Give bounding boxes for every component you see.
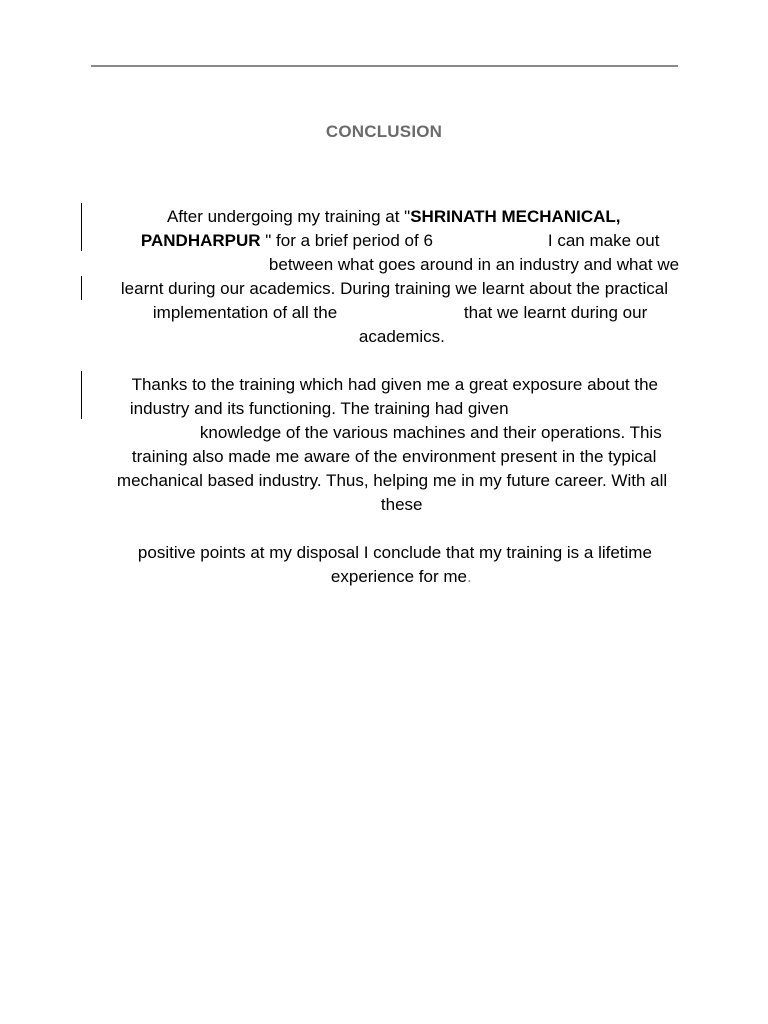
text-span: knowledge of the various machines and their operations. This <box>199 423 662 442</box>
text-span: implementation of all the <box>152 303 338 322</box>
paragraph-line <box>181 397 662 442</box>
paragraph-line <box>119 517 652 562</box>
company-location: PANDHARPUR <box>140 231 261 250</box>
paragraph-line <box>102 253 669 298</box>
change-bar <box>81 203 82 251</box>
change-bar <box>81 276 82 300</box>
paragraph-line <box>134 277 338 322</box>
text-span: " for a brief period of 6 <box>260 231 433 250</box>
text-span: I can make out <box>547 231 660 250</box>
paragraph-line <box>111 373 509 418</box>
text-span: training also made me aware of the environment present in the typical <box>131 447 657 466</box>
text-span: mechanical based industry. Thus, helping me in my future career. With all <box>116 471 668 490</box>
page-title: CONCLUSION <box>325 122 443 141</box>
top-divider <box>91 65 678 67</box>
text-span: experience for me <box>330 567 467 586</box>
text-span: between what goes around in an industry and what we <box>268 255 680 274</box>
paragraph-line <box>445 277 648 322</box>
paragraph-line <box>113 349 658 394</box>
paragraph-line <box>250 229 680 274</box>
paragraph-line <box>149 181 621 226</box>
text-span: positive points at my disposal I conclude that my training is a lifetime <box>137 543 652 562</box>
paragraph-line <box>113 421 657 466</box>
paragraph-line <box>312 541 472 586</box>
text-span: learnt during our academics. During training we learnt about the practical <box>120 279 669 298</box>
text-span: After undergoing my training at " <box>166 207 411 226</box>
text-span: that we learnt during our <box>463 303 648 322</box>
text-span: Thanks to the training which had given me a great exposure about the <box>131 375 658 394</box>
text-span: industry and its functioning. The training had given <box>129 399 509 418</box>
paragraph-line <box>122 205 433 250</box>
change-bar <box>81 371 82 419</box>
paragraph-line <box>362 469 423 514</box>
text-span: these <box>380 495 423 514</box>
text-span: academics. <box>358 327 445 346</box>
text-span: . <box>466 567 472 586</box>
paragraph-line <box>529 205 660 250</box>
paragraph-line <box>98 445 668 490</box>
company-name: SHRINATH MECHANICAL, <box>410 207 621 226</box>
paragraph-line <box>340 301 445 346</box>
